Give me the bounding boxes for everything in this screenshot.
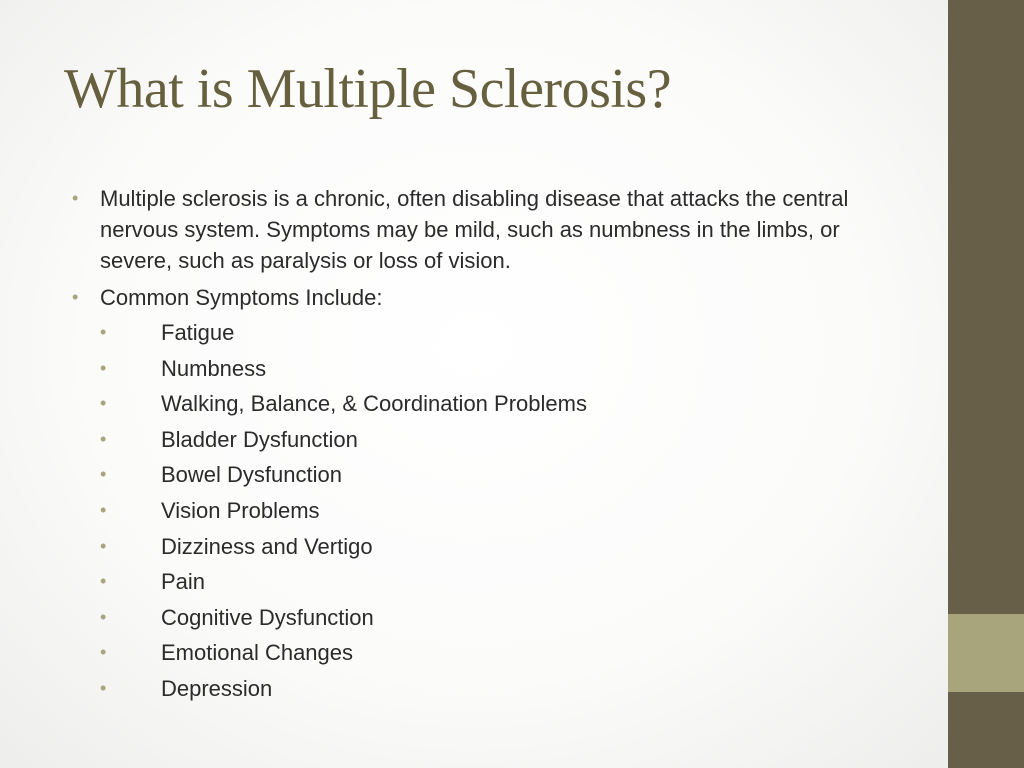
bullet-list <box>72 183 892 704</box>
bullet-item-symptoms <box>72 282 892 704</box>
bullet-dot-icon: • <box>100 428 107 449</box>
bullet-dot-icon: • <box>100 642 107 663</box>
symptom-text: Depression <box>161 675 273 701</box>
symptom-text: Bladder Dysfunction <box>161 426 358 452</box>
bullet-dot-icon: • <box>100 499 107 520</box>
bullet-dot-icon: • <box>100 464 107 485</box>
decorative-sidebar <box>948 0 1024 768</box>
symptom-text: Fatigue <box>161 320 235 345</box>
sidebar-block-dark-top <box>948 0 1024 614</box>
symptom-item <box>100 637 892 668</box>
symptom-text: Cognitive Dysfunction <box>161 604 374 630</box>
symptom-item <box>100 353 892 384</box>
bullet-dot-icon: • <box>100 606 107 627</box>
bullet-dot-icon: • <box>100 393 107 414</box>
symptom-text: Numbness <box>161 355 267 381</box>
symptom-text: Emotional Changes <box>161 640 354 666</box>
symptom-item <box>100 495 892 526</box>
symptom-list <box>100 317 892 704</box>
symptom-item <box>100 531 892 562</box>
bullet-dot-icon: • <box>100 571 107 592</box>
symptom-item <box>100 388 892 419</box>
symptom-text: Vision Problems <box>161 497 320 523</box>
bullet-text: Multiple sclerosis is a chronic, often disabling disease that attacks the central nervous system. Symptoms may be mild, such as numbness in the limbs, or severe, such as paralysis or loss of vision. <box>100 186 849 273</box>
bullet-dot-icon: • <box>72 287 79 307</box>
bullet-dot-icon: • <box>100 535 107 556</box>
symptom-item <box>100 602 892 633</box>
symptom-text: Bowel Dysfunction <box>161 462 342 488</box>
symptom-item <box>100 424 892 455</box>
slide-body <box>72 183 892 710</box>
symptom-item <box>100 566 892 597</box>
bullet-dot-icon: • <box>100 322 107 342</box>
slide-title: What is Multiple Sclerosis? <box>64 58 672 120</box>
sidebar-block-dark-bottom <box>948 692 1024 768</box>
symptom-item <box>100 317 892 348</box>
symptom-text: Walking, Balance, & Coordination Problems <box>161 391 587 417</box>
symptom-text: Dizziness and Vertigo <box>161 533 373 559</box>
symptom-text: Pain <box>161 569 206 595</box>
bullet-dot-icon: • <box>100 357 107 378</box>
sidebar-block-accent <box>948 614 1024 692</box>
symptom-item <box>100 673 892 704</box>
bullet-dot-icon: • <box>100 677 107 698</box>
bullet-item-definition <box>72 183 892 276</box>
bullet-text: Common Symptoms Include: <box>100 285 383 310</box>
bullet-dot-icon: • <box>72 188 79 208</box>
symptom-item <box>100 459 892 490</box>
